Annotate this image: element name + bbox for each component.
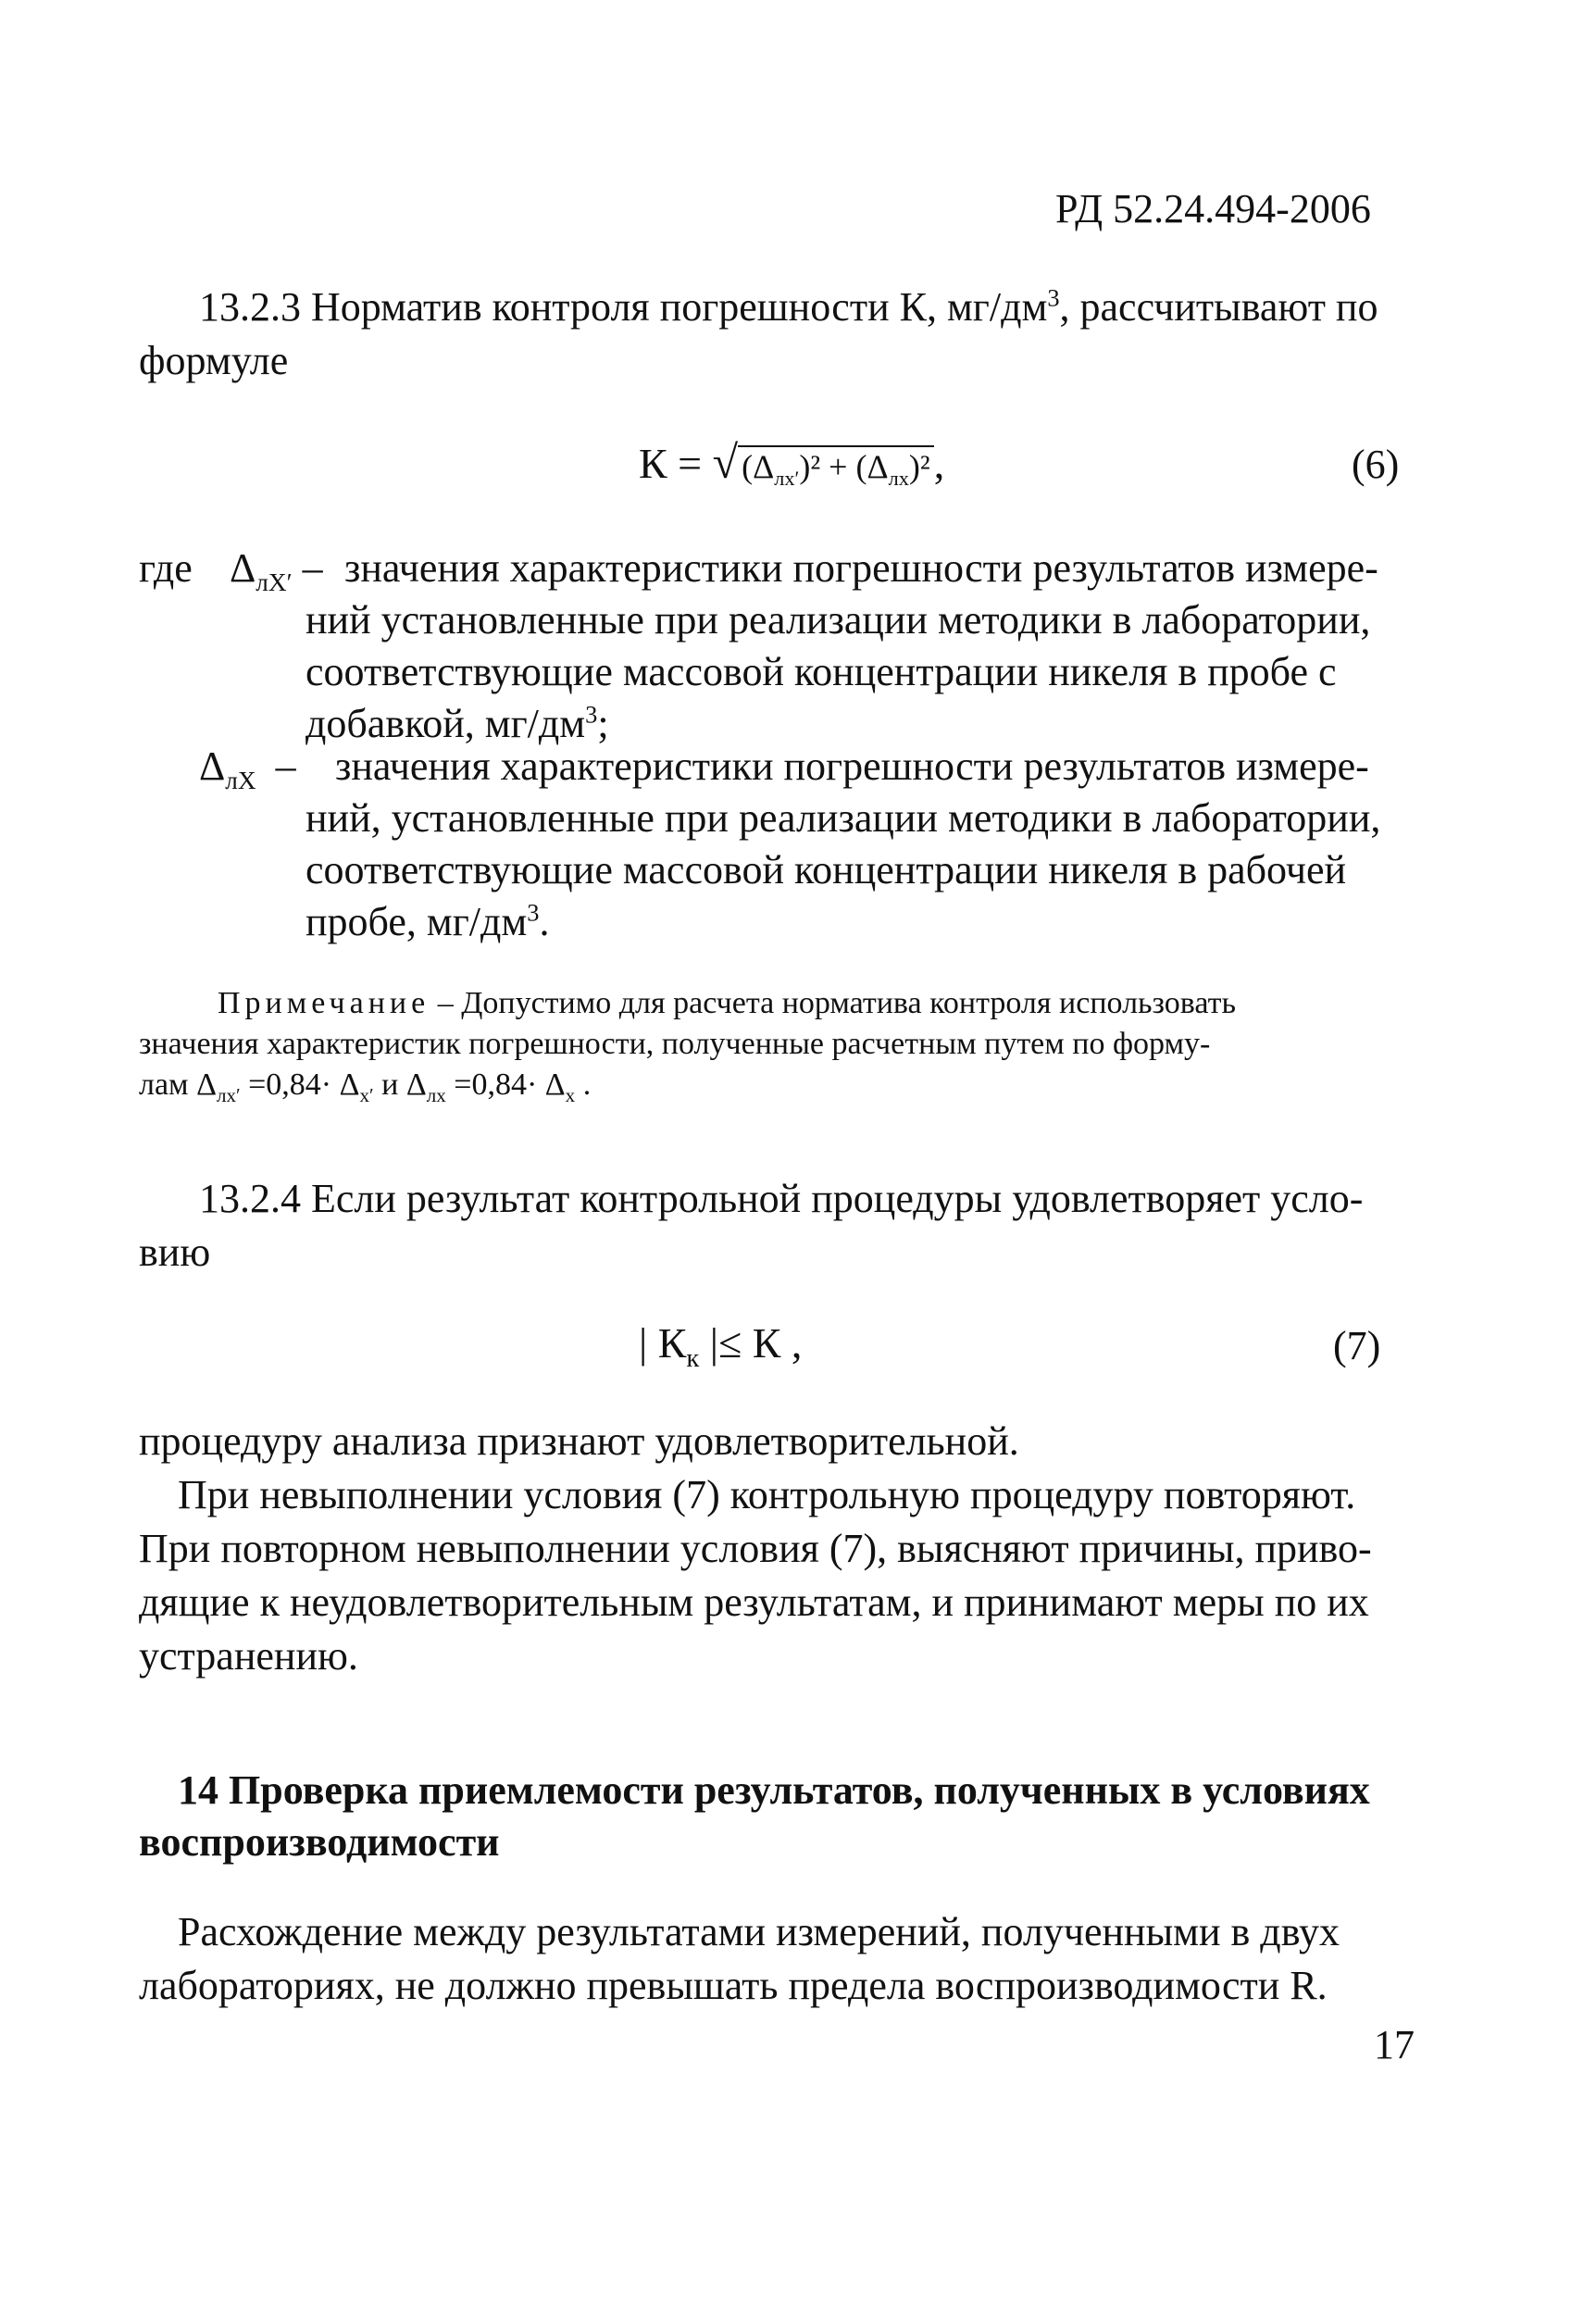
note-line3-b: =0,84· Δ bbox=[240, 1067, 360, 1102]
result-p2-line1: При невыполнении условия (7) контрольную процедуру повторяют. bbox=[178, 1472, 1356, 1517]
definition-2-line4-end: . bbox=[539, 899, 550, 944]
paragraph-13-2-3-text-after: , рассчитывают по bbox=[1059, 284, 1378, 330]
note-line3-c: и Δ bbox=[373, 1067, 427, 1102]
section-14-heading-line2: воспроизводимости bbox=[139, 1819, 500, 1865]
radicand-sub2: лх bbox=[888, 467, 909, 491]
equation-number-6: (6) bbox=[1352, 442, 1400, 487]
formula-6-lhs: К = bbox=[639, 440, 703, 487]
paragraph-13-2-3-line2: формуле bbox=[139, 338, 289, 383]
definition-2-text bbox=[335, 741, 1428, 793]
result-p2-line4: устранению. bbox=[139, 1633, 358, 1679]
formula-7 bbox=[639, 1318, 803, 1374]
note-line1 bbox=[139, 983, 1426, 1024]
result-line1: процедуру анализа признают удовлетворительной. bbox=[139, 1418, 1019, 1464]
definition-2-sup: 3 bbox=[527, 898, 540, 927]
definition-2-continuation bbox=[305, 793, 1426, 948]
definition-1-line4-text: добавкой, мг/дм bbox=[305, 701, 586, 746]
definition-1-line1: значения характеристики погрешности результатов измере- bbox=[344, 545, 1378, 591]
definition-2-line2: ний, установленные при реализации методики в лаборатории, bbox=[305, 795, 1381, 841]
note-block bbox=[139, 983, 1426, 1105]
delta-subscript: лХ bbox=[225, 766, 256, 794]
paragraph-13-2-4-line2: вию bbox=[139, 1230, 211, 1275]
formula-6-radicand bbox=[738, 445, 934, 491]
note-line3-e: . bbox=[575, 1067, 592, 1102]
definition-2-line3: соответствующие массовой концентрации никеля в рабочей bbox=[305, 847, 1347, 893]
section-14-text-line2: лабораториях, не должно превышать предела воспроизводимости R. bbox=[139, 1963, 1328, 2008]
note-sub3: лх bbox=[426, 1083, 446, 1106]
equation-number-7: (7) bbox=[1333, 1323, 1381, 1368]
note-line3-d: =0,84· Δ bbox=[445, 1067, 566, 1102]
definition-1-line2: ний установленные при реализации методики в лаборатории, bbox=[305, 597, 1371, 643]
note-line2: значения характеристик погрешности, полученные расчетным путем по форму- bbox=[139, 1027, 1211, 1061]
note-sub1: лх′ bbox=[216, 1083, 241, 1106]
radicand-part2: )² + (Δ bbox=[799, 448, 889, 485]
paragraph-13-2-3 bbox=[199, 281, 1378, 334]
definition-2-line4 bbox=[305, 896, 1426, 948]
note-sub4: х bbox=[565, 1083, 576, 1106]
definition-1-line4-end: ; bbox=[597, 701, 609, 746]
radicand-part1: (Δ bbox=[742, 448, 775, 485]
definition-1-text bbox=[344, 543, 1418, 594]
formula-7-lhs: | К bbox=[639, 1319, 687, 1367]
radicand-sub1: лх′ bbox=[774, 467, 800, 491]
definition-1-sup: 3 bbox=[585, 700, 598, 729]
note-label: Примечание bbox=[218, 986, 430, 1020]
result-p2-line3: дящие к неудовлетворительным результатам, и принимают меры по их bbox=[139, 1579, 1369, 1625]
paragraph-13-2-3-text: 13.2.3 Норматив контроля погрешности К, мг/дм bbox=[199, 284, 1048, 330]
delta-subscript: лХ′ bbox=[256, 568, 293, 596]
note-line1-text: – Допустимо для расчета норматива контроля использовать bbox=[437, 986, 1236, 1020]
definition-2-line4-text: пробе, мг/дм bbox=[305, 899, 528, 944]
delta-symbol: Δ bbox=[199, 743, 226, 789]
definition-1-line3: соответствующие массовой концентрации никеля в пробе с bbox=[305, 649, 1337, 694]
definition-dash: – bbox=[302, 545, 323, 591]
note-sub2: х′ bbox=[359, 1083, 374, 1106]
section-14-heading bbox=[139, 1765, 1435, 1868]
formula-7-sub: к bbox=[686, 1344, 700, 1374]
section-14-heading-line1: 14 Проверка приемлемости результатов, полученных в условиях bbox=[178, 1767, 1370, 1813]
paragraph-13-2-4-line1: 13.2.4 Если результат контрольной процедуры удовлетворяет усло- bbox=[199, 1176, 1364, 1221]
section-14-text bbox=[139, 1905, 1435, 2013]
section-14-text-line1: Расхождение между результатами измерений, полученными в двух bbox=[178, 1909, 1340, 1954]
definition-where: где bbox=[139, 545, 193, 591]
formula-7-rhs: |≤ К , bbox=[699, 1319, 803, 1367]
radicand-part3: )² bbox=[908, 448, 930, 485]
sqrt-sign: √ bbox=[712, 436, 739, 488]
delta-symbol: Δ bbox=[230, 545, 256, 591]
note-line3 bbox=[139, 1065, 1426, 1105]
definition-2-symbol bbox=[199, 741, 296, 793]
result-p2-line2: При повторном невыполнении условия (7), выясняют причины, приво- bbox=[139, 1526, 1372, 1571]
result-paragraph-2 bbox=[139, 1468, 1426, 1683]
document-code: РД 52.24.494-2006 bbox=[1055, 186, 1371, 231]
unit-superscript: 3 bbox=[1047, 283, 1060, 312]
formula-6 bbox=[639, 435, 944, 489]
definition-2-line1: значения характеристики погрешности результатов измере- bbox=[335, 743, 1369, 789]
definition-dash: – bbox=[275, 743, 296, 789]
formula-6-comma: , bbox=[933, 440, 945, 487]
note-line3-a: лам Δ bbox=[139, 1067, 217, 1102]
definition-1-symbol bbox=[230, 543, 323, 594]
definition-1-continuation bbox=[305, 594, 1426, 750]
page-number: 17 bbox=[1374, 2022, 1415, 2067]
